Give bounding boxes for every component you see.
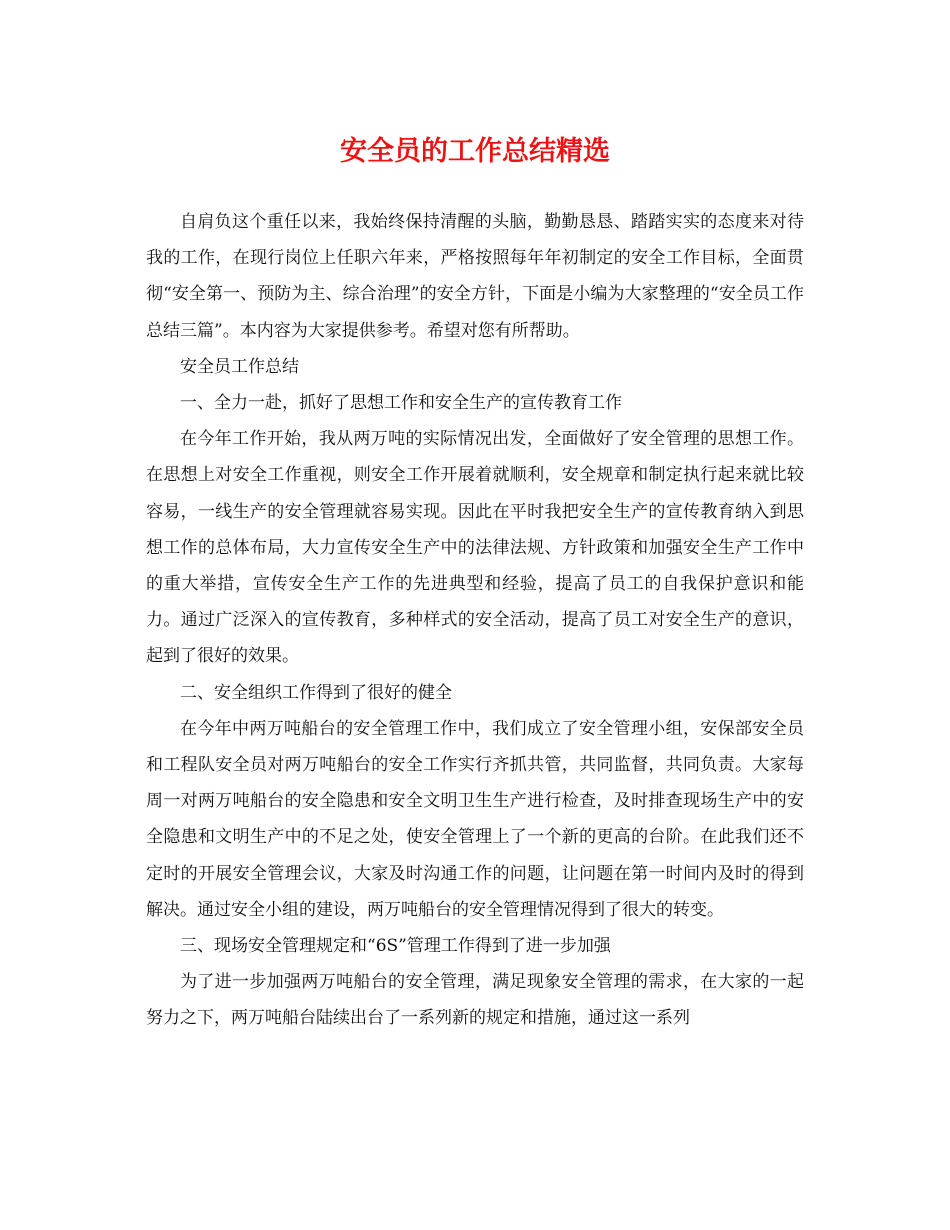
document-title: 安全员的工作总结精选 bbox=[340, 136, 610, 167]
section-heading: 安全员工作总结 bbox=[180, 356, 299, 377]
body-paragraph: 在今年工作开始，我从两万吨的实际情况出发，全面做好了安全管理的思想工作。在思想上对安全工作重视，则安全工作开展着就顺利，安全规章和制定执行起来就比较容易，一线生产的安全管理就容易实现。因此在平时我把安全生产的宣传教育纳入到思想工作的总体布局，大力宣传安全生产中的法律法规、方针政策和加强安全生产工作中的重大举措，宣传安全生产工作的先进典型和经验，提高了员工的自我保护意识和能力。通过广泛深入的宣传教育，多种样式的安全活动，提高了员工对安全生产的意识，起到了很好的效果。 bbox=[146, 429, 804, 667]
body-paragraph: 为了进一步加强两万吨船台的安全管理，满足现象安全管理的需求，在大家的一起努力之下，两万吨船台陆续出台了一系列新的规定和措施，通过这一系列 bbox=[146, 972, 804, 1029]
section-heading-1: 一、全力一赴，抓好了思想工作和安全生产的宣传教育工作 bbox=[180, 393, 622, 414]
document-body bbox=[146, 204, 804, 1037]
intro-paragraph: 自肩负这个重任以来，我始终保持清醒的头脑，勤勤恳恳、踏踏实实的态度来对待我的工作，在现行岗位上任职六年来，严格按照每年年初制定的安全工作目标，全面贯彻“安全第一、预防为主、综合治理”的安全方针，下面是小编为大家整理的“安全员工作总结三篇”。本内容为大家提供参考。希望对您有所帮助。 bbox=[146, 212, 804, 341]
body-paragraph: 在今年中两万吨船台的安全管理工作中，我们成立了安全管理小组，安保部安全员和工程队安全员对两万吨船台的安全工作实行齐抓共管，共同监督，共同负责。大家每周一对两万吨船台的安全隐患和安全文明卫生生产进行检查，及时排查现场生产中的安全隐患和文明生产中的不足之处，使安全管理上了一个新的更高的台阶。在此我们还不定时的开展安全管理会议，大家及时沟通工作的问题，让问题在第一时间内及时的得到解决。通过安全小组的建设，两万吨船台的安全管理情况得到了很大的转变。 bbox=[146, 718, 804, 920]
section-heading-3: 三、现场安全管理规定和“6S”管理工作得到了进一步加强 bbox=[180, 936, 611, 957]
section-heading-2: 二、安全组织工作得到了很好的健全 bbox=[180, 682, 452, 703]
